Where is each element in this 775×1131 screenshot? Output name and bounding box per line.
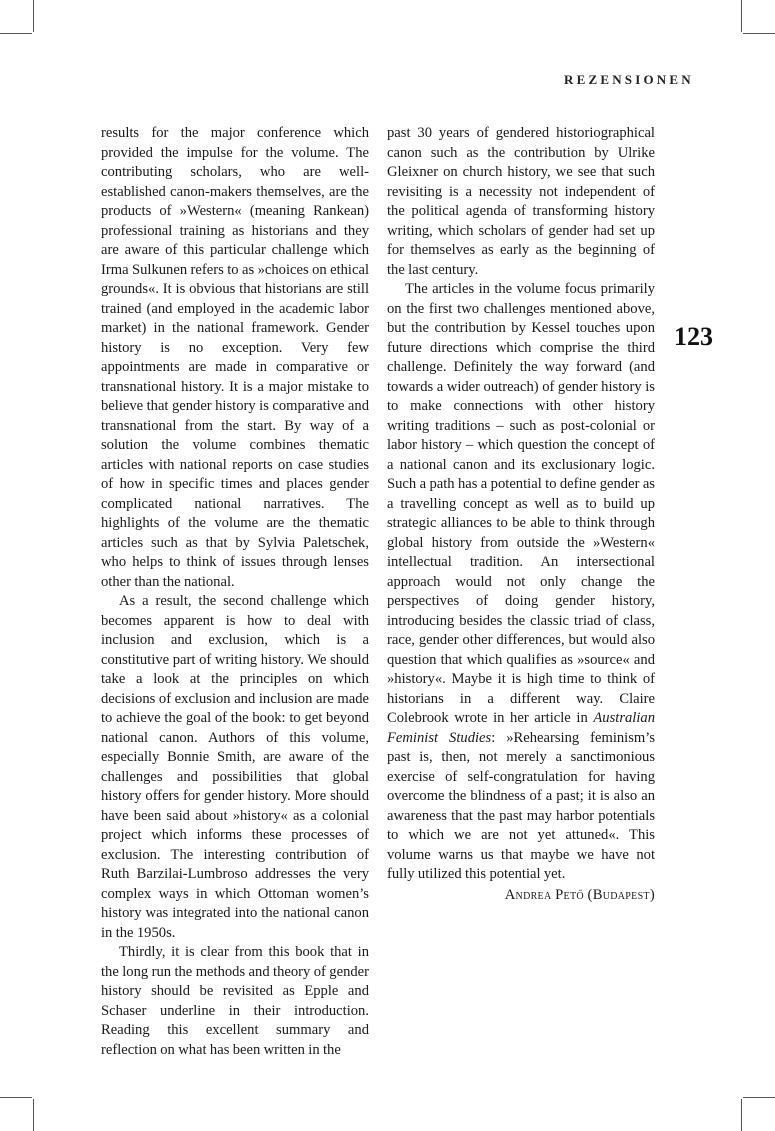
crop-mark xyxy=(741,0,742,32)
left-column xyxy=(101,124,369,1060)
paragraph: As a result, the second challenge which becomes apparent is how to deal with inclusion and exclusion, which is a constitutive part of writing history. We should take a look at the principles on which decisions of exclusion and inclusion are made to achieve the goal of the book: to get beyond national canon. Authors of this volume, especially Bonnie Smith, are aware of the challenges and possibilities that global history offers for gender history. More should have been said about »history« as a colonial project which informs these processes of exclusion. The interesting contribution of Ruth Barzilai-Lumbroso addresses the very complex ways in which Ottoman women’s history was integrated into the national canon in the 1950s. xyxy=(101,593,369,941)
crop-mark xyxy=(741,1099,742,1131)
running-head: REZENSIONEN xyxy=(564,72,694,87)
crop-mark xyxy=(33,0,34,32)
crop-mark xyxy=(0,33,32,34)
right-column xyxy=(387,124,655,905)
crop-mark xyxy=(743,33,775,34)
journal-title: Australian Feminist Studies xyxy=(387,710,655,746)
crop-mark xyxy=(33,1099,34,1131)
paragraph xyxy=(387,280,655,885)
page-number: 123 xyxy=(674,322,713,351)
paragraph: Thirdly, it is clear from this book that in the long run the methods and theory of gender history should be revisited as Epple and Schaser underline in their introduction. Reading this excellent summary and reflection on what has been written in the xyxy=(101,944,369,1058)
crop-mark xyxy=(0,1097,32,1098)
paragraph: past 30 years of gendered historiographical canon such as the contribution by Ulrike Gleixner on church history, we see that such revisiting is a necessity not independent of the political agenda of transforming history writing, which scholars of gender had set up for themselves as early as the beginning of the last century. xyxy=(387,125,655,278)
paragraph: results for the major conference which provided the impulse for the volume. The contributing scholars, who are well-established canon-makers themselves, are the products of »Western« (meaning Rankean) professional training as historians and they are aware of this particular challenge which Irma Sulkunen refers to as »choices on ethical grounds«. It is obvious that historians are still trained (and employed in the academic labor market) in the national framework. Gender history is no exception. Very few appointments are made in comparative or transnational history. It is a major mistake to believe that gender history is comparative and transnational from the start. By way of a solution the volume combines thematic articles with national reports on case studies of how in specific times and places gender complicated national narratives. The highlights of the volume are the thematic articles such as that by Sylvia Paletschek, who helps to think of issues through lenses other than the national. xyxy=(101,125,369,590)
paragraph-text: The articles in the volume focus primarily on the first two challenges mentioned above, but the contribution by Kessel touches upon future directions which comprise the third challenge. Definitely the way forward (and towards a wider outreach) of gender history is to make connections with other history writing traditions – such as post-colonial or labor history – which question the concept of a national canon and its exclusionary logic. Such a path has a potential to define gender as a travelling concept as well as to build up strategic alliances to be able to think through global history from outside the »Western« intellectual tradition. An intersectional approach would not only change the perspectives of doing gender history, introducing besides the classic triad of class, race, gender other differences, but would also question that which qualifies as »source« and »history«. Maybe it is high time to think of historians in a different way. Claire Colebrook wrote in her article in xyxy=(387,281,655,726)
author-signature: Andrea Pető (Budapest) xyxy=(504,886,655,903)
paragraph-text: : »Rehearsing feminism’s past is, then, not merely a sanctimonious exercise of self-congratulation for having overcome the blindness of a past; it is also an awareness that the past may harbor potentials to which we are not yet attuned«. This volume warns us that maybe we have not fully utilized this potential yet. xyxy=(387,729,656,882)
crop-mark xyxy=(743,1097,775,1098)
